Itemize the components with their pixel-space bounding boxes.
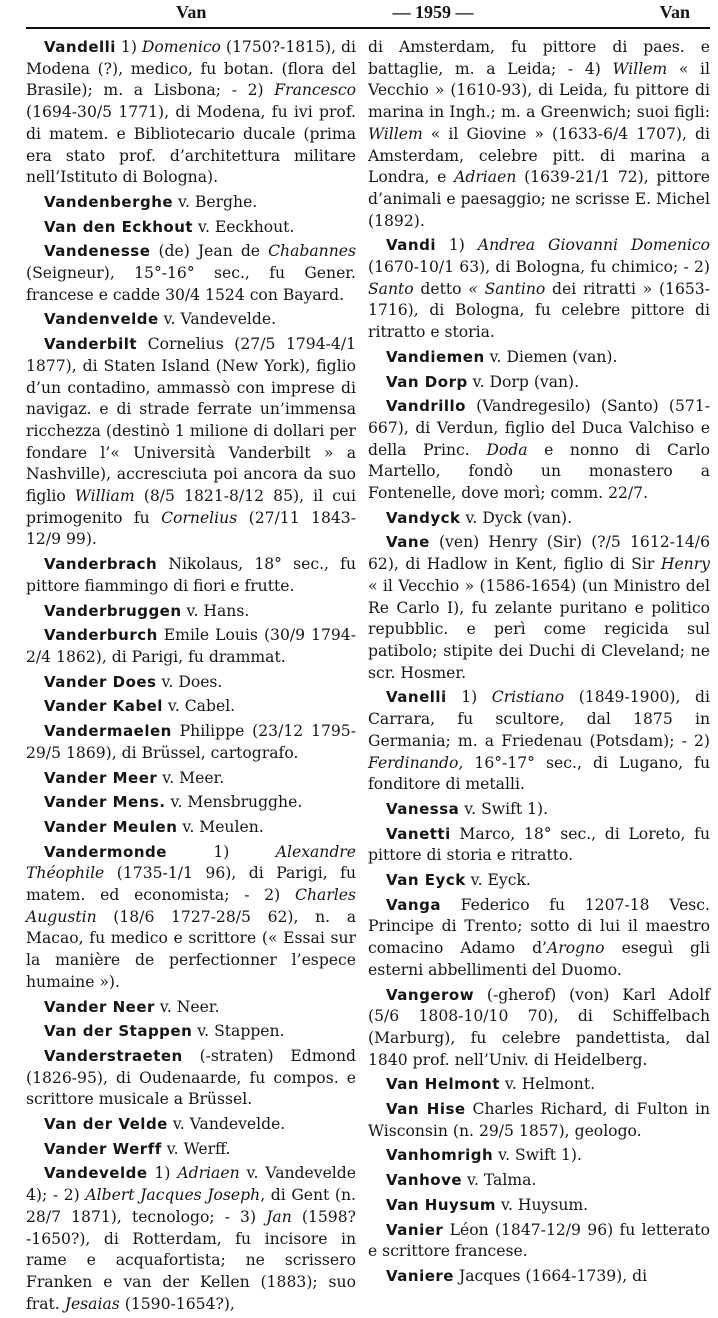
entry-text: v. Mensbrugghe. [165,793,303,812]
dictionary-entry [368,687,710,796]
dictionary-entry [26,792,356,814]
entry-italic-name: Santo [368,279,414,298]
entry-italic-name: Domenico [141,38,221,56]
entry-text: v. Swift 1). [493,1146,582,1165]
entry-text: 1) [115,38,142,56]
dictionary-entry [26,1021,356,1043]
entry-text: v. Eeckhout. [193,217,295,236]
entry-italic-name: Willem [368,124,423,143]
dictionary-entry [368,824,710,867]
header-right-keyword: Van [659,2,690,22]
entry-headword: Vanhove [386,1171,463,1190]
header-left-keyword: Van [176,2,207,22]
dictionary-entry [26,672,356,694]
entry-text: Nikolaus, 18° sec., fu pittore fiammingo di fiori e frutte. [26,555,356,595]
entry-text: v. Werff. [161,1139,231,1158]
entry-text: (Vandregesilo) (Santo) (571-667), di Verdun, figlio del Duca Valchiso e della Princ. [368,397,710,459]
entry-text: , di Gent (n. 28/7 1871), tecnologo; - 3) [26,1186,357,1226]
entry-headword: Vanelli [386,688,447,707]
dictionary-entry [368,895,710,982]
entry-text: v. Stappen. [192,1022,285,1041]
entry-text: (18/6 1727-28/5 62), n. a Macao, fu medico e scrittore (« Essai sur la manière de perfectionner l’espece humaine »). [26,907,356,991]
entry-headword: Vandelli [44,38,116,56]
entry-text: (1735-1/1 96), di Parigi, fu matem. ed economista; - 2) [26,864,356,905]
entry-italic-name: Andrea Giovanni Domenico [477,236,711,255]
entry-text: detto [413,279,469,298]
entry-headword: Vandenvelde [44,310,159,329]
dictionary-entry [26,601,356,623]
entry-headword: Vanderbrach [44,555,158,574]
text-columns [26,37,710,1318]
entry-headword: Vandermonde [44,842,167,861]
entry-text: v. Dyck (van). [460,508,573,527]
entry-headword: Vanderbilt [44,335,138,354]
entry-headword: Vanderbruggen [44,601,182,620]
dictionary-entry [368,1170,710,1192]
entry-text: v. Vandevelde 4); - 2) [26,1164,356,1205]
entry-headword: Vander Meulen [44,817,178,836]
entry-text: v. Meer. [157,768,225,787]
dictionary-entry [26,817,356,839]
entry-headword: Van der Velde [44,1115,168,1134]
entry-text: (1639-21/1 72), pittore d’animali e paesaggio; ne scrisse E. Michel (1892). [368,168,710,230]
dictionary-entry [26,625,356,668]
entry-headword: Van den Eckhout [44,217,194,236]
entry-text: dei ritratti » (1653-1716), di Bologna, fu celebre pittore di ritratto e storia. [368,279,710,342]
entry-text: (de) Jean de [150,242,269,261]
left-column [26,37,356,1318]
entry-headword: Vander Werff [44,1139,162,1158]
entry-headword: Vandyck [386,508,461,527]
entry-text: (27/11 1843-12/9 99). [26,508,356,549]
entry-text: v. Neer. [154,997,220,1016]
entry-headword: Vanderstraeten [44,1046,183,1065]
entry-italic-name: Henry [660,555,710,574]
entry-headword: Van Huysum [386,1195,497,1214]
dictionary-entry [26,554,356,597]
entry-italic-name: Chabannes [268,242,356,261]
entry-headword: Vanier [386,1220,444,1239]
dictionary-entry [26,1046,356,1111]
entry-text: (1750?-1815), di Modena (?), medico, fu botan. (flora del Brasile); m. a Lisbona; - 2) [26,38,356,100]
entry-text: « il Vecchio » (1586-1654) (un Ministro del Re Carlo I), fu zelante puritano e politico repubblic. e perì come regicida sul patibolo; stipite dei Duchi di Cleveland; ne scr. Hosmer. [368,576,710,682]
entry-text: (1694-30/5 1771), di Modena, fu ivi prof. di matem. e Bibliotecario ducale (prima era stato prof. d’architettura militare nell’Istituto di Bologna). [26,103,356,187]
dictionary-entry [368,532,710,684]
entry-headword: Vandenberghe [44,192,174,211]
entry-headword: Van Dorp [386,372,468,391]
entry-headword: Vanetti [386,824,451,843]
dictionary-entry [368,508,710,530]
dictionary-entry [368,1266,710,1288]
entry-text: (1849-1900), di Carrara, fu scultore, dal 1875 in Germania; m. a Friedenau (Potsdam); - 2) [368,688,710,750]
dictionary-entry [368,1099,710,1142]
entry-headword: Vanderburch [44,626,158,645]
entry-text: 1) [446,688,492,707]
dictionary-entry [368,347,710,369]
entry-text: v. Helmont. [499,1075,596,1094]
entry-text: v. Vandevelde. [167,1115,286,1134]
entry-text: (1590-1654?), [119,1294,235,1313]
entry-headword: Van Eyck [386,871,466,890]
entry-headword: Vander Mens. [44,793,166,812]
entry-italic-name: Cristiano [491,688,565,707]
entry-headword: Vandenesse [44,242,151,261]
dictionary-entry [368,1074,710,1096]
entry-headword: Vandi [386,236,436,255]
dictionary-entry [368,37,710,232]
dictionary-entry [368,235,710,344]
header-rule [26,27,710,29]
dictionary-entry [26,768,356,790]
entry-text: (1598?-1650?), di Rotterdam, fu incisore in rame e acquafortista; ne scrissero Franken e van der Kellen (1883); suo frat. [26,1207,356,1313]
entry-text: v. Diemen (van). [484,347,618,366]
entry-italic-name: Doda [486,440,528,459]
entry-text: Jacques (1664-1739), di [453,1266,648,1285]
entry-headword: Vanessa [386,799,460,818]
entry-text: 1) [147,1164,178,1183]
dictionary-entry [26,37,356,189]
dictionary-entry [26,334,356,551]
dictionary-entry [26,217,356,239]
entry-text: « il Vecchio » (1610-93), di Leida, fu pittore di marina in Ingh.; m. a Greenwich; suoi figli: [368,59,710,122]
entry-text: v. Meulen. [177,817,264,836]
entry-headword: Vandiemen [386,347,485,366]
dictionary-entry [26,309,356,331]
dictionary-entry [368,870,710,892]
entry-italic-name: « Santino [468,279,546,298]
dictionary-entry [368,372,710,394]
dictionary-entry [26,1139,356,1161]
entry-text: Charles Richard, di Fulton in Wisconsin (n. 29/5 1857), geologo. [368,1100,710,1140]
dictionary-entry [368,1145,710,1167]
dictionary-entry [368,1220,710,1263]
entry-headword: Vander Kabel [44,697,163,716]
entry-italic-name: Arogno [547,939,605,958]
entry-headword: Vandrillo [386,397,466,416]
entry-text: (-gherof) (von) Karl Adolf (5/6 1808-10/10 70), di Schiffelbach (Marburg), fu celebre pandettista, dal 1840 prof. nell’Univ. di Heidelberg. [368,985,710,1069]
entry-text: e nonno di Carlo Martello, fondò un monastero a Fontenelle, dove morì; comm. 22/7. [368,440,710,503]
entry-text: v. Vandevelde. [158,310,277,329]
entry-headword: Vanga [386,895,441,914]
entry-italic-name: Jan [266,1207,292,1226]
dictionary-entry [26,721,356,764]
page-number: — 1959 — [392,2,474,22]
entry-text: Philippe (23/12 1795-29/5 1869), di Brüssel, cartografo. [26,722,356,762]
dictionary-entry [26,192,356,214]
entry-italic-name: Adriaen [454,168,517,187]
entry-headword: Vanhomrigh [386,1146,494,1165]
entry-text: (1670-10/1 63), di Bologna, fu chimico; - 2) [368,258,710,277]
dictionary-entry [26,842,356,994]
entry-italic-name: Ferdinando, [368,753,464,772]
entry-text: 1) [166,842,276,861]
entry-headword: Vander Does [44,672,157,691]
entry-headword: Van Helmont [386,1075,500,1094]
entry-italic-name: William [74,487,135,506]
entry-headword: Vandevelde [44,1164,148,1183]
entry-headword: Vander Meer [44,768,158,787]
entry-text: Cornelius (27/5 1794-4/1 1877), di Staten Island (New York), figlio d’un contadino, ammassò con imprese di navigaz. e di strade ferrate un’immensa ricchezza (destinò 1 milione di dollari per fondare l’« Università Vanderbilt » a Nashville), accresciuta poi ancora da suo figlio [26,335,356,506]
entry-text: v. Does. [156,672,223,691]
entry-headword: Vane [386,533,430,552]
entry-text: v. Cabel. [162,697,236,716]
entry-headword: Vandermaelen [44,722,172,741]
dictionary-entry [26,1163,356,1315]
entry-headword: Vaniere [386,1266,454,1285]
entry-headword: Van Hise [386,1100,466,1119]
entry-text: v. Talma. [462,1171,537,1190]
entry-italic-name: Francesco [274,81,356,100]
entry-text: Marco, 18° sec., di Loreto, fu pittore di storia e ritratto. [368,824,710,865]
dictionary-entry [26,696,356,718]
dictionary-entry [368,396,710,505]
entry-text: Federico fu 1207-18 Vesc. Principe di Trento; sotto di lui il maestro comacino Adamo d’ [368,895,710,958]
entry-text: (-straten) Edmond (1826-95), di Oudenaarde, fu compos. e scrittore musicale a Brüssel. [26,1046,356,1109]
entry-italic-name: Cornelius [161,508,238,527]
entry-italic-name: Alexandre Théophile [26,842,356,883]
entry-text: Léon (1847-12/9 96) fu letterato e scrittore francese. [368,1220,710,1261]
entry-italic-name: Albert Jacques Joseph [85,1186,261,1205]
entry-text: di Amsterdam, fu pittore di paes. e battaglie, m. a Leida; - 4) [368,38,710,78]
entry-text: v. Huysum. [496,1195,589,1214]
entry-text: 16°-17° sec., di Lugano, fu fonditore di metalli. [368,753,710,794]
entry-italic-name: Jesaias [64,1294,120,1313]
entry-text: v. Berghe. [173,192,258,211]
entry-italic-name: Charles Augustin [26,886,356,926]
entry-text: eseguì gli esterni abbellimenti del Duomo. [368,939,710,979]
page-header [26,2,710,26]
dictionary-entry [26,997,356,1019]
entry-headword: Vander Neer [44,997,155,1016]
entry-text: Emile Louis (30/9 1794-2/4 1862), di Parigi, fu drammat. [26,626,356,666]
entry-text: 1) [435,236,478,255]
entry-italic-name: Adriaen [177,1164,240,1183]
dictionary-entry [368,1195,710,1217]
entry-text: (8/5 1821-8/12 85), il cui primogenito fu [26,487,356,527]
entry-text: (Seigneur), 15°-16° sec., fu Gener. francese e cadde 30/4 1524 con Bayard. [26,264,356,304]
entry-headword: Van der Stappen [44,1022,193,1041]
entry-text: v. Dorp (van). [467,372,580,391]
entry-text: v. Eyck. [465,871,531,890]
entry-italic-name: Willem [612,59,668,78]
entry-headword: Vangerow [386,985,475,1004]
dictionary-entry [26,241,356,306]
entry-text: (ven) Henry (Sir) (?/5 1612-14/6 62), di Hadlow in Kent, figlio di Sir [368,533,710,574]
dictionary-entry [368,799,710,821]
entry-text: v. Swift 1). [459,799,549,818]
entry-text: v. Hans. [181,601,250,620]
entry-text: « il Giovine » (1633-6/4 1707), di Amsterdam, celebre pitt. di marina a Londra, e [368,124,710,187]
dictionary-entry [368,985,710,1072]
dictionary-entry [26,1114,356,1136]
right-column [368,37,710,1318]
